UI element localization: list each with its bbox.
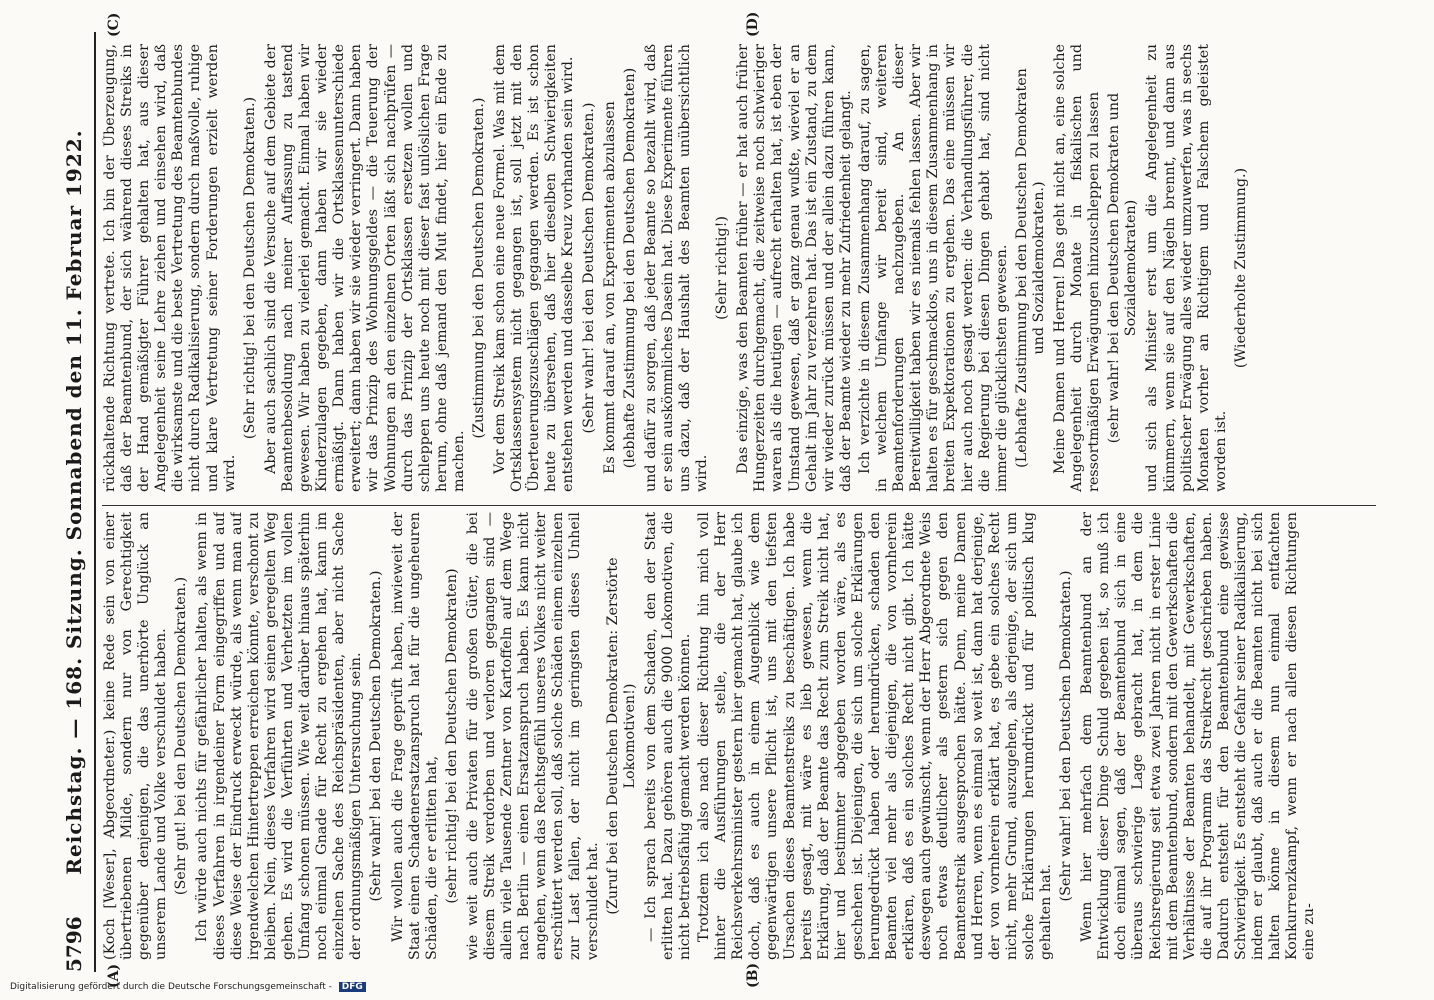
paragraph: und sich als Minister erst um die Angelegenheit zu kümmern, wenn sie auf den Nägeln brennt, und dann aus politischer Erwägung alles wieder umzuwerfen, was in sechs Monaten vorher an Richtigem und Falschem geleistet worden ist. bbox=[1144, 44, 1229, 492]
paragraph: Ich verzichte in diesem Zusammenhang darauf, zu sagen, in welchem Umfange wir bereit sind, weiteren Beamtenforderungen nachzugeben. An dieser Bereitwilligkeit haben wir es niemals fehlen lassen. Aber wir halten es für geschmacklos, uns in diesem Zusammenhang in breiten Expektorationen zu ergehen. Das eine müssen wir hier auch noch gesagt werden: die Verhandlungsführer, die die Regierung bei diesen Dingen gehabt hat, sind nicht immer die glücklichsten gewesen. bbox=[856, 44, 1010, 492]
paragraph: Meine Damen und Herren! Das geht nicht an, eine solche Angelegenheit durch Monate in fiskalischen und ressortmäßigen Erwägungen hinzuschleppen zu lassen bbox=[1051, 44, 1103, 492]
paragraph: rückhaltende Richtung vertrete. Ich bin der Überzeugung, daß der Beamtenbund, der sich während dieses Streiks in der Hand gemäßigter Führer gehalten hat, aus dieser Angelegenheit seine Lehre ziehen und einsehen wird, daß die wirksamste und die beste Vertretung des Beamtenbundes nicht durch Radikalisierung, sondern durch maßvolle, ruhige und klare Vertretung seiner Forderungen erzielt werden wird. bbox=[102, 44, 238, 492]
margin-marker-d: (D) bbox=[745, 11, 761, 37]
paragraph: Es kommt darauf an, von Experimenten abzulassen bbox=[601, 101, 618, 474]
stage-direction: (sehr wahr! bei den Deutschen Demokraten und Sozialdemokraten) bbox=[1106, 92, 1140, 444]
paragraph: Wenn hier mehrfach dem Beamtenbund an der Entwicklung dieser Dinge Schuld gegeben ist, so muß ich doch einmal sagen, daß der Beamtenbund sich in eine überaus schwierige Lage gebracht hat, in dem die Reichsregierung seit etwa zwei Jahren nicht in erster Linie mit dem Beamtenbund, sondern mit den Gewerkschaften die Verhältnisse der Beamten behandelt, mit Gewerkschaften, die auf ihr Programm das Streikrecht geschrieben haben. Dadurch entsteht für den Beamtenbund eine gewisse Schwierigkeit. Es entsteht die Gefahr seiner Radikalisierung, indem er glaubt, daß auch er die Beamten nicht bei sich halten könne in diesem nun einmal entfachten Konkurrenzkampf, wenn er nach allen diesen Richtungen eine zu- bbox=[1079, 512, 1318, 960]
dfg-logo: DFG bbox=[339, 982, 366, 992]
footer-text: Digitalisierung gefördert durch die Deutsche Forschungsgemeinschaft - bbox=[10, 982, 332, 992]
stage-direction: (Sehr gut! bei den Deutschen Demokraten.) bbox=[173, 576, 190, 896]
margin-marker-a: (A) bbox=[106, 963, 122, 988]
header-rule bbox=[94, 32, 96, 972]
paragraph: Aber auch sachlich sind die Versuche auf dem Gebiete der Beamtenbesoldung nach meiner Auffassung zu tastend gewesen. Wir haben zu vielerlei gemacht. Einmal haben wir Kinderzulagen gegeben, dann haben wir sie wieder ermäßigt. Dann haben wir die Ortsklassenunterschiede erweitert; dann haben wir sie wieder verringert. Dann haben wir das Prinzip des Wohnungsgeldes — die Teuerung der Wohnungen an den einzelnen Orten läßt sich nachprüfen — durch das Prinzip der Ortsklassen ersetzen wollen und schleppen uns heute noch mit dieser fast unlöslichen Frage herum, ohne daß jemand den Mut findet, hier ein Ende zu machen. bbox=[262, 44, 467, 492]
stage-direction: (lebhafte Zustimmung bei den Deutschen Demokraten) bbox=[621, 67, 638, 469]
stage-direction: (sehr richtig! bei den Deutschen Demokraten) bbox=[443, 568, 460, 904]
stage-direction: (Zustimmung bei den Deutschen Demokraten.) bbox=[470, 97, 487, 439]
stage-direction: (Sehr wahr! bei den Deutschen Demokraten.) bbox=[580, 102, 597, 434]
left-column bbox=[102, 512, 1376, 960]
paragraph: wie weit auch die Privaten für die großen Güter, die bei diesem Streik verdorben und verloren gegangen sind — allein viele Tausende Zentner von Kartoffeln auf dem Wege nach Berlin — einen Ersatzanspruch haben. Es kann nicht angehen, wenn das Rechtsgefühl unseres Volkes nicht weiter erschüttert werden soll, daß solche Schäden einem einzelnen zur Last fallen, der nicht im geringsten dieses Unheil verschuldet hat. bbox=[464, 512, 601, 960]
margin-marker-b: (B) bbox=[745, 962, 761, 988]
running-title: Reichstag. — 168. Sitzung. Sonnabend den 11. Februar 1922. bbox=[62, 129, 86, 875]
paragraph: Vor dem Streik kam schon eine neue Formel. Was mit dem Ortsklassensystem nicht gegangen ist, soll jetzt mit den Überteuerungszuschlägen gegangen werden. Es ist schon heute zu übersehen, daß hier dieselben Schwierigkeiten entstehen werden und dasselbe Kreuz vorhanden sein wird. bbox=[492, 44, 577, 492]
column-divider bbox=[102, 505, 1376, 506]
page-header bbox=[62, 32, 92, 972]
stage-direction: (Zuruf bei den Deutschen Demokraten: Zerstörte Lokomotiven!) bbox=[604, 557, 638, 915]
paragraph: Das einzige, was den Beamten früher — er hat auch früher Hungerzeiten durchgemacht, die zeitweise noch schwieriger waren als die heutigen — aufrecht erhalten hat, ist eben der Umstand gewesen, daß er ganz genau wußte, wieviel er an Gehalt im Jahr zu verzehren hat. Das ist ein Zustand, zu dem wir wieder zurück müssen und der allein dazu führen kann, daß der Beamte wieder zu mehr Zufriedenheit gelangt. bbox=[735, 44, 854, 492]
paragraph: Ich würde auch nichts für gefährlicher halten, als wenn in dieses Verfahren in irgendeiner Form eingegriffen und auf diese Weise der Eindruck erweckt würde, als wenn man auf irgendwelchen Hintertreppen erreichen könnte, verschont zu bleiben. Nein, dieses Verfahren wird seinen geregelten Weg gehen. Es wird die Verführten und Verhetzten im vollen Umfang schonen müssen. Wie weit darüber hinaus späterhin noch einmal Gnade für Recht zu ergehen hat, kann im einzelnen Sache des Reichspräsidenten, aber nicht Sache der ordnungsmäßigen Untersuchung sein. bbox=[194, 512, 365, 960]
stage-direction: (Sehr richtig!) bbox=[714, 216, 731, 320]
right-column bbox=[102, 44, 1376, 492]
footer bbox=[10, 982, 366, 992]
page-number: 5796 bbox=[62, 916, 86, 972]
stage-direction: (Sehr richtig! bei den Deutschen Demokraten.) bbox=[241, 96, 258, 440]
paragraph: — Ich sprach bereits von dem Schaden, den der Staat erlitten hat. Dazu gehören auch die 9000 Lokomotiven, die nicht betriebsfähig gemacht werden können. bbox=[642, 512, 693, 960]
paragraph: Wir wollen auch die Frage geprüft haben, inwieweit der Staat einen Schadenersatzanspruch hat für die ungeheuren Schäden, die er erlitten hat, bbox=[389, 512, 440, 960]
stage-direction: (Sehr wahr! bei den Deutschen Demokraten.) bbox=[368, 570, 385, 902]
stage-direction: (Wiederholte Zustimmung.) bbox=[1232, 167, 1249, 369]
margin-marker-c: (C) bbox=[106, 12, 122, 37]
paragraph: und dafür zu sorgen, daß jeder Beamte so bezahlt wird, daß er sein auskömmliches Dasein hat. Diese Experimente führen uns dazu, daß der Haushalt des Beamten unübersichtlich wird. bbox=[642, 44, 711, 492]
paragraph: Trotzdem ich also nach dieser Richtung hin mich voll hinter die Ausführungen stelle, die der Herr Reichsverkehrsminister gestern hier gemacht hat, glaube ich doch, daß es auch in einem Augenblick wie dem gegenwärtigen unsere Pflicht ist, uns mit den tiefsten Ursachen dieses Beamtenstreiks zu beschäftigen. Ich habe bereits gesagt, mit wäre es lieb gewesen, wenn die Erklärung, daß der Beamte das Recht zum Streik nicht hat, hier und bestimmter abgegeben worden wäre, als es geschehen ist. Diejenigen, die sich um solche Erklärungen herumgedrückt haben oder herumdrücken, schaden den Beamten viel mehr als diejenigen, die von vornherein erklären, daß es ein solches Recht nicht gibt. Ich hätte deswegen auch gewünscht, wenn der Herr Abgeordnete Weis noch etwas deutlicher als gestern sich gegen den Beamtenstreik ausgesprochen hätte. Denn, meine Damen und Herren, wenn es einmal so weit ist, dann hat derjenige, der von vornherein erklärt hat, es gebe ein solches Recht nicht, mehr Grund, auszugehen, als derjenige, der sich um solche Erklärungen herumdrückt und für politisch klug gehalten hat. bbox=[696, 512, 1054, 960]
stage-direction: (Lebhafte Zustimmung bei den Deutschen Demokraten und Sozialdemokraten.) bbox=[1013, 68, 1047, 468]
paragraph: (Koch [Weser], Abgeordneter.) keine Rede sein von einer übertriebenen Milde, sondern nur von Gerechtigkeit gegenüber denjenigen, die das unerhörte Unglück an unserem Lande und Volke verschuldet haben. bbox=[102, 512, 170, 960]
stage-direction: (Sehr wahr! bei den Deutschen Demokraten.) bbox=[1058, 570, 1075, 902]
